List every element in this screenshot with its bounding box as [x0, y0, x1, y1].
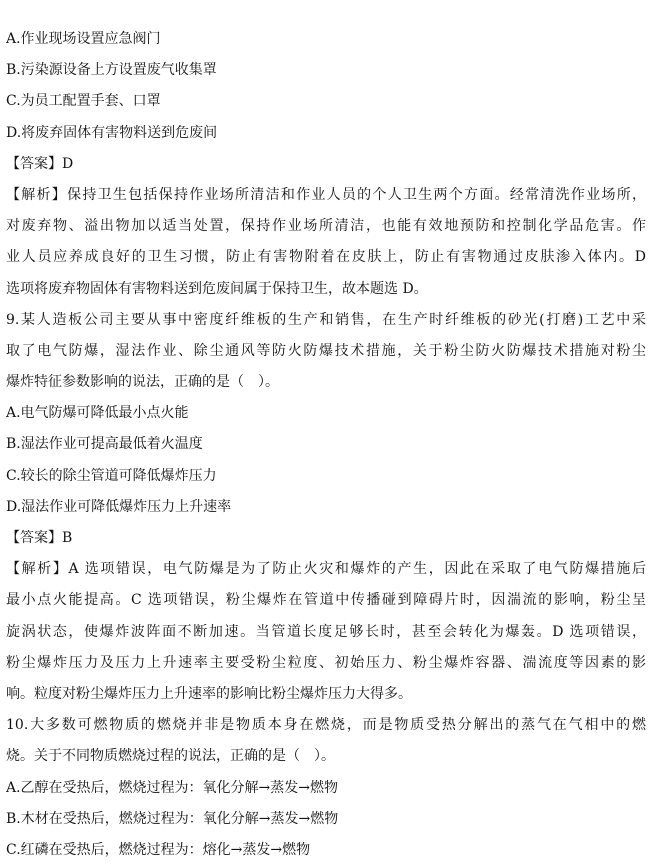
q9-stem-line-3: 爆炸特征参数影响的说法，正确的是（ ）。: [6, 374, 279, 391]
q8-option-b: B.污染源设备上方设置废气收集罩: [6, 62, 217, 79]
q8-answer-tag: 【答案】: [6, 155, 62, 172]
q9-analysis-line-4: 粉尘爆炸压力及压力上升速率主要受粉尘粒度、初始压力、粉尘爆炸容器、湍流度等因素的影: [6, 654, 646, 671]
q9-answer: [6, 523, 646, 554]
exam-page: [6, 24, 646, 866]
q8-analysis-tag: 【解析】: [6, 186, 68, 203]
q9-analysis-text-1: A 选项错误，电气防爆是为了防止火灾和爆炸的产生，因此在采取了电气防爆措施后: [68, 561, 646, 578]
q10-option-b: B.木材在受热后，燃烧过程为：氧化分解→蒸发→燃物: [6, 810, 339, 827]
q8-analysis-line-2: 对废弃物、溢出物加以适当处置，保持作业场所清洁，也能有效地预防和控制化学品危害。作: [6, 218, 646, 235]
q10-stem-line-1: 10.大多数可燃物质的燃烧并非是物质本身在燃烧，而是物质受热分解出的蒸气在气相中的燃: [6, 717, 646, 734]
q9-stem-line-1: 9.某人造板公司主要从事中密度纤维板的生产和销售，在生产时纤维板的砂光(打磨)工艺中采: [6, 311, 646, 328]
q8-option-d: D.将废弃固体有害物料送到危废间: [6, 124, 218, 141]
q10-option-c: C.红磷在受热后，燃烧过程为：熔化→蒸发→燃物: [6, 841, 311, 858]
q9-analysis-tag: 【解析】: [6, 561, 69, 578]
q9-analysis-line-2: 最小点火能提高。C 选项错误，粉尘爆炸在管道中传播碰到障碍片时，因湍流的影响，粉尘呈: [6, 592, 646, 609]
q8-analysis-text-1: 保持卫生包括保持作业场所清洁和作业人员的个人卫生两个方面。经常清洗作业场所，: [67, 186, 646, 203]
q9-stem-line-2: 取了电气防爆，湿法作业、除尘通风等防火防爆技术措施，关于粉尘防火防爆技术措施对粉尘: [6, 342, 646, 359]
q9-answer-tag: 【答案】: [6, 530, 62, 546]
q8-answer-value: D: [62, 155, 74, 172]
q9-option-d: D.湿法作业可降低爆炸压力上升速率: [6, 498, 232, 515]
q8-analysis-line-3: 业人员应养成良好的卫生习惯，防止有害物附着在皮肤上，防止有害物通过皮肤渗入体内。D: [6, 249, 646, 266]
q10-stem-line-2: 烧。关于不同物质燃烧过程的说法，正确的是（ ）。: [6, 748, 335, 765]
q9-analysis-line-5: 响。粒度对粉尘爆炸压力上升速率的影响比粉尘爆炸压力大得多。: [6, 685, 412, 702]
q9-analysis-line-3: 旋涡状态，使爆炸波阵面不断加速。当管道长度足够长时，甚至会转化为爆轰。D 选项错误，: [6, 623, 646, 640]
q8-option-a: A.作业现场设置应急阀门: [6, 31, 161, 47]
q10-option-a: A.乙醇在受热后，燃烧过程为：氧化分解→蒸发→燃物: [6, 779, 339, 796]
q8-analysis-line-4: 选项将废弃物固体有害物料送到危废间属于保持卫生，故本题选 D。: [6, 280, 428, 297]
q8-analysis-line-1: [6, 180, 646, 211]
q9-answer-value: B: [62, 530, 73, 546]
q8-option-c: C.为员工配置手套、口罩: [6, 93, 161, 110]
q9-option-b: B.湿法作业可提高最低着火温度: [6, 436, 203, 453]
q8-answer: [6, 149, 646, 180]
q9-option-c: C.较长的除尘管道可降低爆炸压力: [6, 467, 217, 484]
q9-option-a: A.电气防爆可降低最小点火能: [6, 405, 189, 422]
q9-analysis-line-1: [6, 554, 646, 585]
